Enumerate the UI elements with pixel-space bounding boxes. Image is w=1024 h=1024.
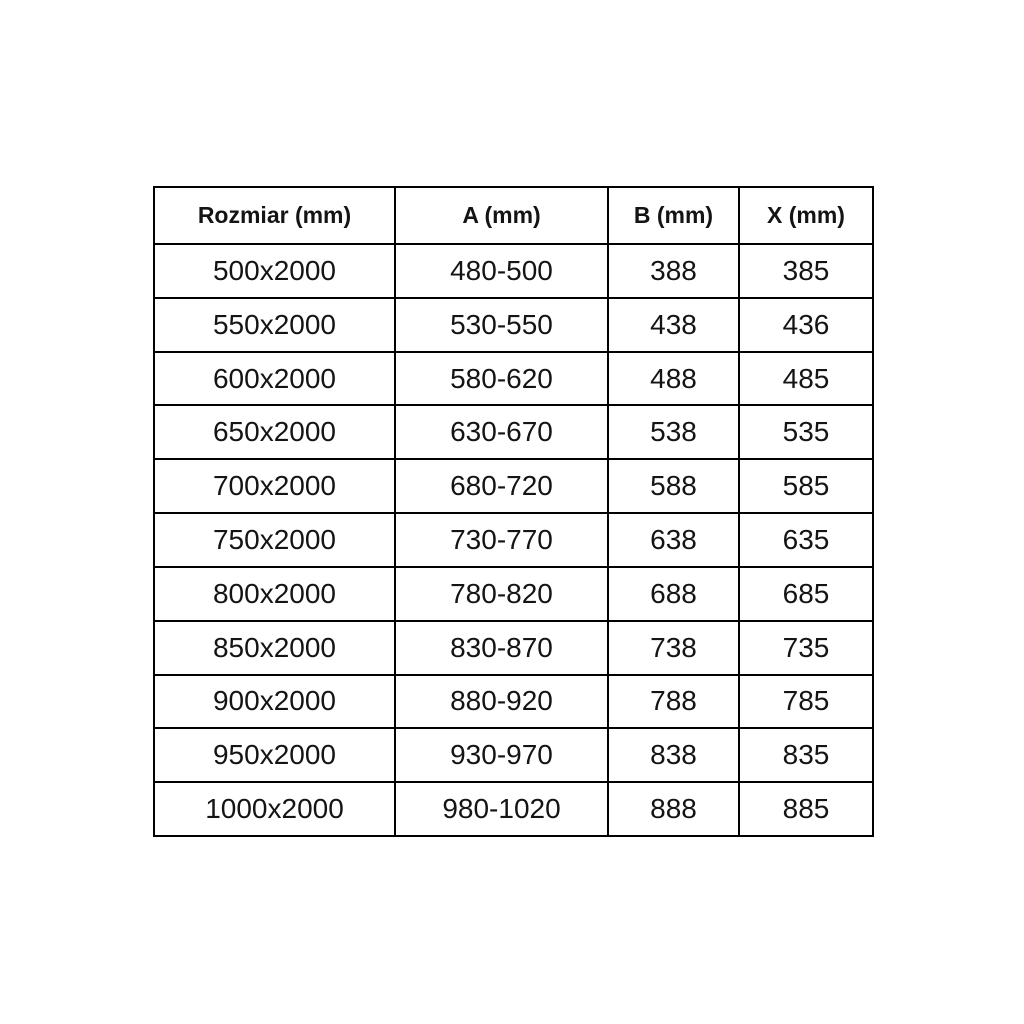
table-cell: 436 <box>739 298 873 352</box>
table-cell: 880-920 <box>395 675 608 729</box>
table-cell: 835 <box>739 728 873 782</box>
table-row <box>154 728 873 782</box>
table-cell: 800x2000 <box>154 567 395 621</box>
table-row <box>154 459 873 513</box>
table-cell: 585 <box>739 459 873 513</box>
table-cell: 535 <box>739 405 873 459</box>
table-row <box>154 621 873 675</box>
table-cell: 588 <box>608 459 739 513</box>
table-cell: 750x2000 <box>154 513 395 567</box>
table-cell: 635 <box>739 513 873 567</box>
table-cell: 580-620 <box>395 352 608 406</box>
table-cell: 685 <box>739 567 873 621</box>
table-row <box>154 352 873 406</box>
table-row <box>154 567 873 621</box>
table-cell: 1000x2000 <box>154 782 395 836</box>
table-cell: 888 <box>608 782 739 836</box>
table-row <box>154 405 873 459</box>
table-cell: 700x2000 <box>154 459 395 513</box>
table-cell: 550x2000 <box>154 298 395 352</box>
table-cell: 538 <box>608 405 739 459</box>
table-cell: 438 <box>608 298 739 352</box>
table-cell: 385 <box>739 244 873 298</box>
table-cell: 950x2000 <box>154 728 395 782</box>
table-cell: 680-720 <box>395 459 608 513</box>
table-header-row <box>154 187 873 244</box>
table-cell: 688 <box>608 567 739 621</box>
table-cell: 730-770 <box>395 513 608 567</box>
table-cell: 830-870 <box>395 621 608 675</box>
column-header-x: X (mm) <box>739 187 873 244</box>
table-cell: 388 <box>608 244 739 298</box>
dimensions-table <box>153 186 874 837</box>
table-cell: 900x2000 <box>154 675 395 729</box>
table-cell: 930-970 <box>395 728 608 782</box>
table-cell: 885 <box>739 782 873 836</box>
column-header-b: B (mm) <box>608 187 739 244</box>
table-row <box>154 675 873 729</box>
table-row <box>154 298 873 352</box>
table-cell: 480-500 <box>395 244 608 298</box>
table-body <box>154 244 873 836</box>
table-cell: 638 <box>608 513 739 567</box>
table-cell: 980-1020 <box>395 782 608 836</box>
table-cell: 838 <box>608 728 739 782</box>
table-row <box>154 513 873 567</box>
table-cell: 530-550 <box>395 298 608 352</box>
table-row <box>154 782 873 836</box>
table-cell: 630-670 <box>395 405 608 459</box>
table-cell: 850x2000 <box>154 621 395 675</box>
table-cell: 785 <box>739 675 873 729</box>
table-cell: 788 <box>608 675 739 729</box>
table-row <box>154 244 873 298</box>
table-cell: 735 <box>739 621 873 675</box>
table-cell: 488 <box>608 352 739 406</box>
table-cell: 738 <box>608 621 739 675</box>
table-cell: 485 <box>739 352 873 406</box>
table-cell: 500x2000 <box>154 244 395 298</box>
table-cell: 780-820 <box>395 567 608 621</box>
table-cell: 600x2000 <box>154 352 395 406</box>
column-header-a: A (mm) <box>395 187 608 244</box>
column-header-rozmiar: Rozmiar (mm) <box>154 187 395 244</box>
table-cell: 650x2000 <box>154 405 395 459</box>
